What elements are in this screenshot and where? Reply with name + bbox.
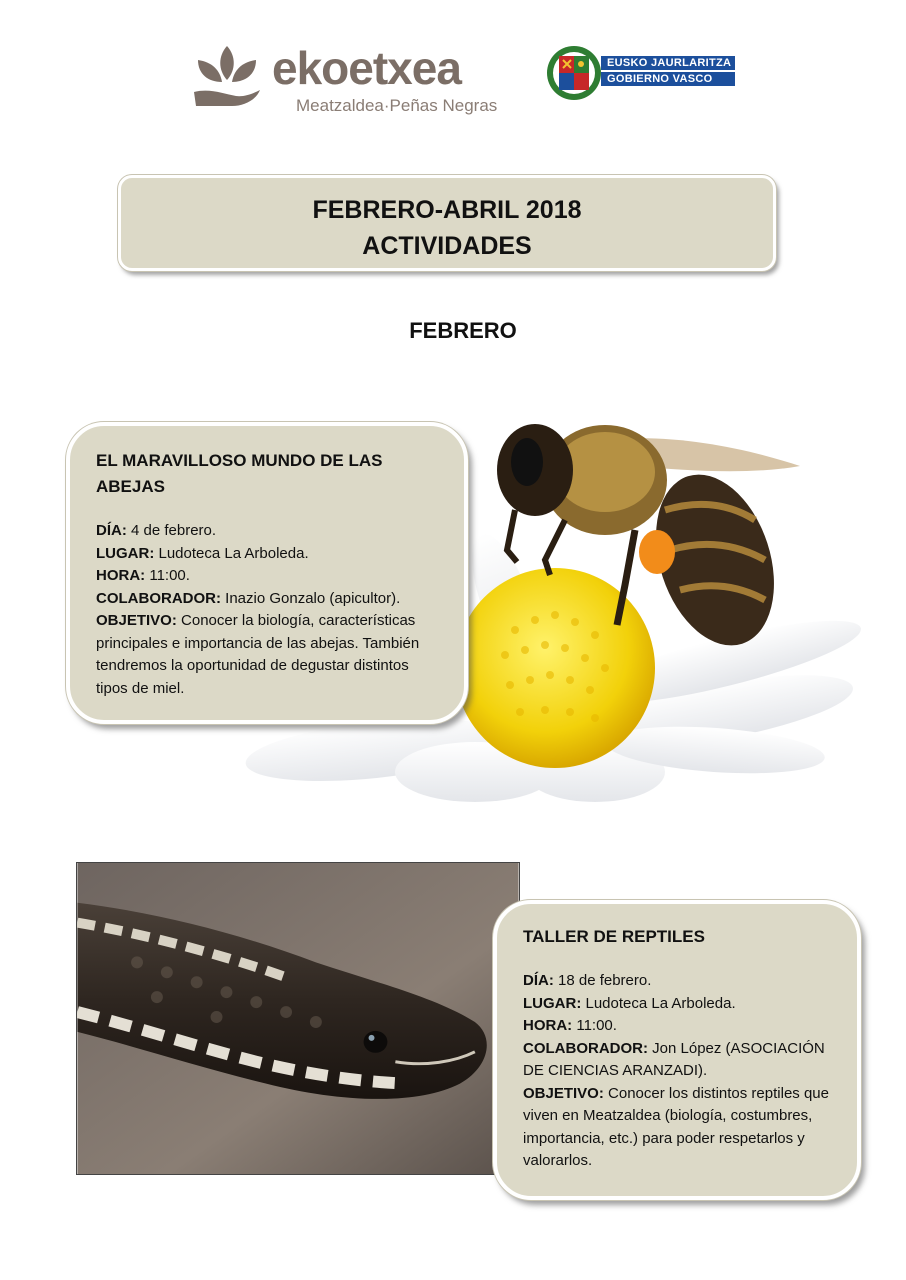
- month-heading: FEBRERO: [409, 318, 517, 343]
- activity-day: [523, 970, 839, 993]
- objective-value: Conocer los distintos reptiles que viven en Meatzaldea (biología, costumbres, importancia, etc.) para poder respetarlos y valorarlos.: [523, 1084, 829, 1169]
- day-value: 18 de febrero.: [558, 972, 652, 989]
- place-value: Ludoteca La Arboleda.: [158, 544, 309, 562]
- title-line-2: ACTIVIDADES: [362, 232, 532, 260]
- place-label: LUGAR:: [96, 544, 155, 562]
- collaborator-value: Inazio Gonzalo (apicultor).: [225, 589, 401, 607]
- activity-title: TALLER DE REPTILES: [523, 927, 705, 946]
- day-value: 4 de febrero.: [131, 522, 217, 539]
- day-label: DÍA:: [96, 522, 127, 539]
- activity-card-reptiles: [493, 900, 861, 1200]
- time-label: HORA:: [523, 1017, 573, 1034]
- activity-time: [523, 1015, 839, 1038]
- activity-card-abejas: [66, 422, 468, 724]
- ekoetxea-logo: [190, 40, 520, 120]
- activity-day: [96, 520, 440, 543]
- place-label: LUGAR:: [523, 994, 582, 1012]
- objective-label: OBJETIVO:: [523, 1084, 604, 1102]
- collaborator-label: COLABORADOR:: [523, 1039, 648, 1057]
- activity-objective: [96, 610, 440, 700]
- time-value: 11:00.: [149, 567, 190, 584]
- activity-objective: [523, 1083, 839, 1173]
- place-value: Ludoteca La Arboleda.: [585, 994, 736, 1012]
- basque-coat-of-arms-icon: [545, 44, 603, 102]
- collaborator-label: COLABORADOR:: [96, 589, 221, 607]
- gov-line-2: GOBIERNO VASCO: [601, 72, 735, 86]
- day-label: DÍA:: [523, 972, 554, 989]
- activity-place: [523, 993, 839, 1016]
- title-box: [118, 175, 776, 271]
- activity-collaborator: [523, 1038, 839, 1083]
- hand-with-leaves-icon: [190, 40, 264, 116]
- brand-name: ekoetxea: [272, 42, 461, 94]
- time-value: 11:00.: [576, 1017, 617, 1034]
- activity-title: EL MARAVILLOSO MUNDO DE LAS ABEJAS: [96, 451, 383, 496]
- snake-head-photo: [76, 862, 520, 1175]
- title-line-1: FEBRERO-ABRIL 2018: [312, 196, 582, 224]
- gobierno-vasco-logo: [545, 44, 737, 102]
- objective-value: Conocer la biología, características principales e importancia de las abejas. También tendremos la oportunidad de degustar distintos tipos de miel.: [96, 612, 420, 697]
- collaborator-value: Jon López (ASOCIACIÓN DE CIENCIAS ARANZADI).: [523, 1039, 825, 1079]
- brand-subtitle: Meatzaldea·Peñas Negras: [296, 96, 498, 115]
- gov-line-1: EUSKO JAURLARITZA: [601, 56, 735, 70]
- activity-time: [96, 565, 440, 588]
- objective-label: OBJETIVO:: [96, 612, 177, 629]
- activity-place: [96, 543, 440, 566]
- activity-collaborator: [96, 588, 440, 611]
- time-label: HORA:: [96, 567, 146, 584]
